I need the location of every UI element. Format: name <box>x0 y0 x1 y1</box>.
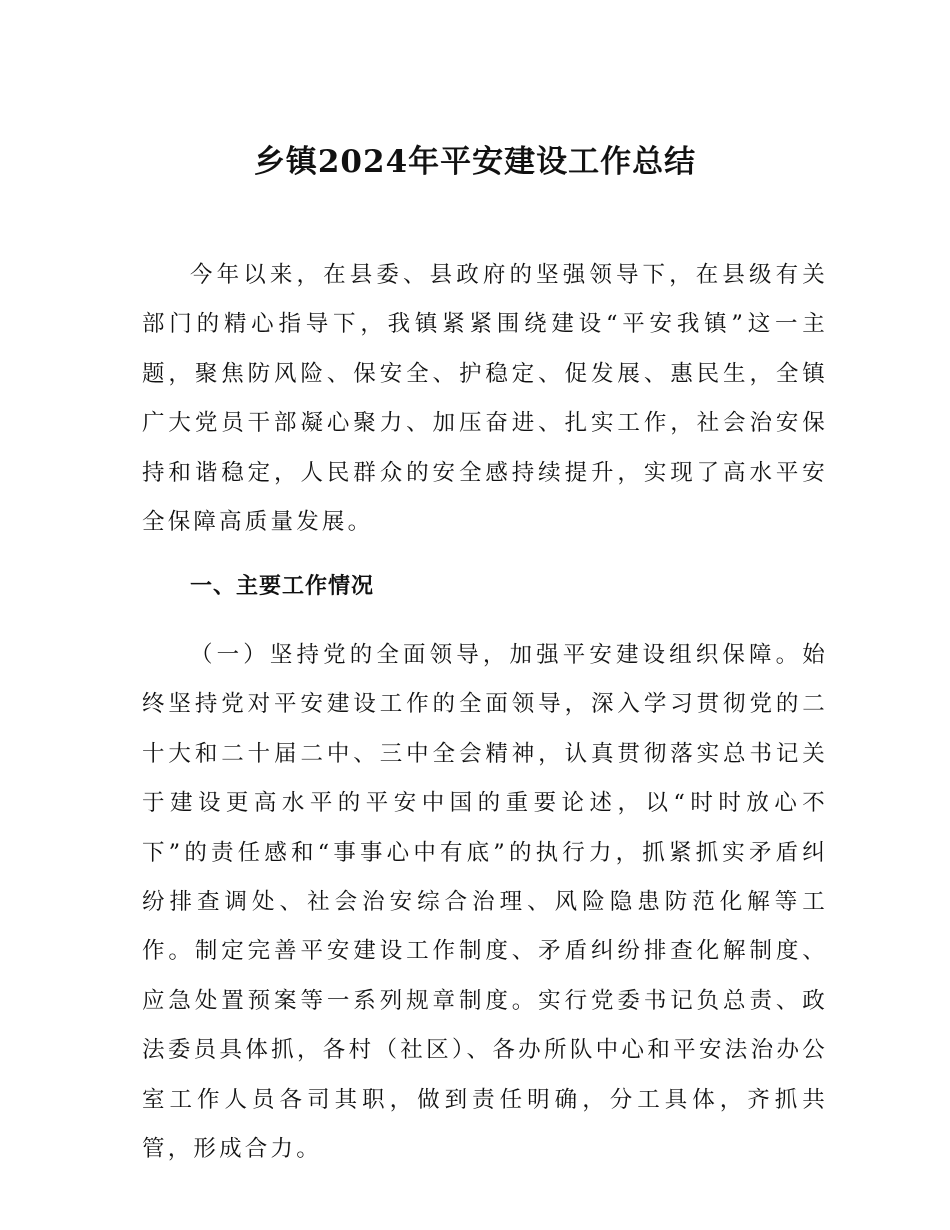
section-heading: 一、主要工作情况 <box>190 574 375 599</box>
intro-paragraph: 今年以来，在县委、县政府的坚强领导下，在县级有关部门的精心指导下，我镇紧紧围绕建设“平安我镇”这一主题，聚焦防风险、保安全、护稳定、促发展、惠民生，全镇广大党员干部凝心聚力、加压奋进、扎实工作，社会治安保持和谐稳定，人民群众的安全感持续提升，实现了高水平安全保障高质量发展。 <box>142 262 828 536</box>
document-title: 乡镇2024年平安建设工作总结 <box>253 143 697 180</box>
section-one-paragraph: （一）坚持党的全面领导，加强平安建设组织保障。始终坚持党对平安建设工作的全面领导，深入学习贯彻党的二十大和二十届二中、三中全会精神，认真贯彻落实总书记关于建设更高水平的平安中国的重要论述，以“时时放心不下”的责任感和“事事心中有底”的执行力，抓紧抓实矛盾纠纷排查调处、社会治安综合治理、风险隐患防范化解等工作。制定完善平安建设工作制度、矛盾纠纷排查化解制度、应急处置预案等一系列规章制度。实行党委书记负总责、政法委员具体抓，各村（社区）、各办所队中心和平安法治办公室工作人员各司其职，做到责任明确，分工具体，齐抓共管，形成合力。 <box>142 642 828 1163</box>
